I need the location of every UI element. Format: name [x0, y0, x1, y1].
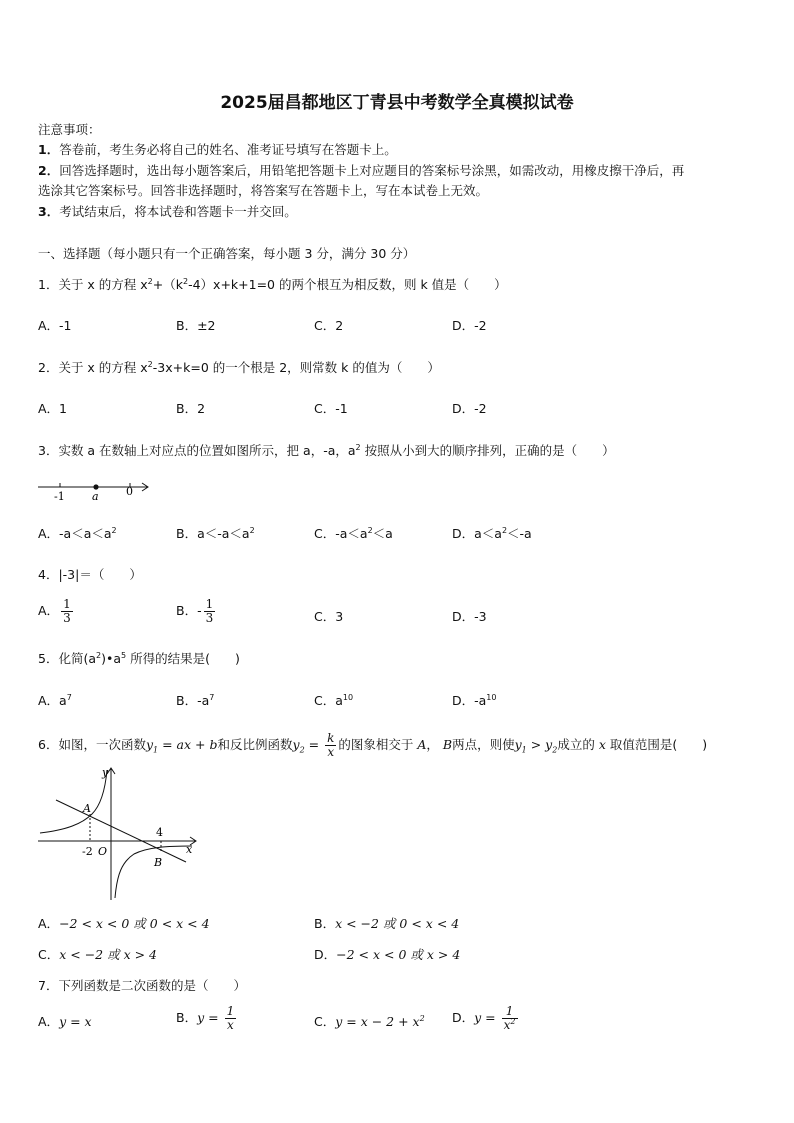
q4-option-d: D．-3	[452, 609, 487, 624]
q7-d-numerator: 1	[502, 1005, 518, 1019]
graph-label-b: B	[154, 856, 163, 869]
q6-text-7: 取值范围是( )	[609, 737, 708, 752]
q4-text: |-3|＝（ ）	[58, 567, 142, 582]
q2-text-a: 关于 x 的方程 x	[58, 360, 148, 375]
question-6	[38, 732, 707, 759]
q5-option-d	[452, 693, 496, 709]
q6-text-2: 和反比例函数	[217, 737, 293, 752]
q6-text-5: 两点，则使	[452, 737, 515, 752]
q1-text-c: -4）x+k+1=0 的两个根互为相反数，则 k 值是（ ）	[188, 277, 507, 292]
q6-option-d	[314, 947, 460, 963]
q1-sup2: 2	[182, 276, 189, 286]
notice-item-1	[38, 142, 397, 158]
q3-option-d-text: D．a＜a	[452, 526, 502, 541]
hyperbola-lower-branch	[115, 846, 192, 898]
label-zero: 0	[126, 485, 133, 498]
q3-sup: 2	[355, 442, 361, 452]
q1-option-d: D．-2	[452, 318, 487, 333]
q2-sup1: 2	[147, 359, 153, 369]
q4-option-c: C．3	[314, 609, 344, 624]
q6-condition	[514, 737, 558, 755]
q4-num: 4．	[38, 567, 59, 582]
q1-sup1: 2	[147, 276, 153, 286]
notice-item-3-num: 3．	[38, 204, 60, 219]
q4-option-a-label: A．	[38, 603, 60, 618]
q6-c1-op: > y	[526, 737, 553, 752]
q3-text-b: 按照从小到大的顺序排列，正确的是（ ）	[360, 443, 615, 458]
q6-option-a-math: −2 < x < 0 或 0 < x < 4	[59, 916, 210, 931]
q7-option-d-fraction	[502, 1005, 518, 1032]
q7-option-a-label: A．	[38, 1014, 60, 1029]
q7-option-c-math: y = x − 2 + x	[335, 1014, 420, 1029]
q6-option-b	[314, 916, 459, 932]
graph-label-o: O	[98, 845, 108, 858]
q7-d-denominator	[502, 1019, 518, 1032]
q4-option-b-fraction	[204, 598, 216, 625]
q3-option-a-text: A．-a＜a＜a	[38, 526, 112, 541]
q2-option-b: B．2	[176, 401, 206, 416]
q7-option-a-math: y = x	[59, 1014, 92, 1029]
q3-option-c-text2: ＜a	[372, 526, 393, 541]
q3-num: 3．	[38, 443, 59, 458]
notice-item-2-num: 2．	[38, 163, 60, 178]
q5-option-a-sup: 7	[66, 692, 72, 702]
section-heading: 一、选择题（每小题只有一个正确答案，每小题 3 分，满分 30 分）	[38, 246, 416, 261]
graph-label-x: x	[186, 843, 193, 856]
question-4	[38, 567, 142, 583]
q4-b-numerator: 1	[205, 597, 214, 611]
q6-text-3: 的图象相交于	[338, 737, 414, 752]
q5-option-b-sup: 7	[209, 692, 215, 702]
q6-text-1: 如图，一次函数	[58, 737, 146, 752]
q5-text-b: )•a	[101, 651, 122, 666]
q6-point-b: B	[438, 737, 453, 752]
q6-point-a: A	[413, 737, 427, 752]
q3-text-a: 实数 a 在数轴上对应点的位置如图所示，把 a，-a，a	[58, 443, 356, 458]
q4-option-a	[38, 598, 75, 625]
q3-option-c	[314, 526, 393, 542]
q6-func-2	[292, 737, 324, 755]
q6-f2-num: k	[327, 731, 335, 745]
q6-option-d-math: −2 < x < 0 或 x > 4	[336, 947, 461, 962]
q4-option-b	[176, 598, 217, 625]
q3-option-d-text2: ＜-a	[507, 526, 532, 541]
notice-item-2-line2: 选涂其它答案标号。回答非选择题时，将答案写在答题卡上，写在本试卷上无效。	[38, 183, 489, 198]
q6-f2-den: x	[327, 745, 335, 759]
q7-option-d	[452, 1005, 520, 1032]
number-line-figure	[36, 478, 156, 504]
exam-title: 2025届昌都地区丁青县中考数学全真模拟试卷	[220, 93, 574, 113]
question-3	[38, 443, 615, 459]
q2-option-d: D．-2	[452, 401, 487, 416]
q5-sup1: 2	[96, 650, 102, 660]
q2-text-b: -3x+k=0 的一个根是 2，则常数 k 的值为（ ）	[152, 360, 440, 375]
q6-text-6: 成立的	[557, 737, 595, 752]
q6-option-b-math: x < −2 或 0 < x < 4	[335, 916, 460, 931]
q7-option-b	[176, 1005, 238, 1032]
q6-option-a	[38, 916, 210, 932]
q3-option-d	[452, 526, 532, 542]
q7-b-denominator: x	[226, 1018, 234, 1032]
notice-item-2-line1: 回答选择题时，选出每小题答案后，用铅笔把答题卡上对应题目的答案标号涂黑，如需改动，用橡皮擦干净后，再	[59, 163, 685, 178]
q6-c1-sub2: 2	[552, 745, 558, 755]
q4-a-numerator: 1	[63, 597, 71, 611]
q7-option-b-math: y =	[197, 1010, 223, 1025]
q7-option-a	[38, 1014, 92, 1030]
q4-option-b-label: B．-	[176, 603, 202, 618]
q6-option-c-label: C．	[38, 947, 60, 962]
q3-option-b-sup: 2	[249, 525, 255, 535]
notice-item-3	[38, 204, 297, 220]
q7-option-d-label: D．	[452, 1010, 475, 1025]
q6-f2: y	[292, 737, 300, 752]
q3-option-d-sup: 2	[501, 525, 508, 535]
q7-option-b-label: B．	[176, 1010, 198, 1025]
q6-option-b-label: B．	[314, 916, 336, 931]
q6-f1-sub: 1	[153, 745, 159, 755]
notice-item-2	[38, 163, 684, 179]
q3-option-c-sup: 2	[367, 525, 373, 535]
q6-option-c-math: x < −2 或 x > 4	[59, 947, 158, 962]
q4-a-denominator: 3	[63, 611, 71, 625]
q1-option-c: C．2	[314, 318, 344, 333]
q2-num: 2．	[38, 360, 59, 375]
question-1	[38, 277, 507, 293]
q6-func-1	[145, 737, 218, 755]
notice-heading: 注意事项：	[38, 122, 101, 137]
q7-num: 7．	[38, 978, 59, 993]
q7-b-numerator: 1	[226, 1004, 235, 1018]
point-a	[93, 484, 98, 489]
q1-text-b: +（k	[152, 277, 183, 292]
q5-option-d-sup: 10	[486, 692, 497, 702]
graph-label-y: y	[102, 766, 109, 779]
linear-function-line	[56, 800, 186, 862]
q6-f2-eq: =	[304, 737, 324, 752]
q1-num: 1．	[38, 277, 59, 292]
q7-option-d-math: y =	[474, 1010, 500, 1025]
q6-f2-fraction	[325, 732, 336, 759]
notice-item-3-text: 考试结束后，将本试卷和答题卡一并交回。	[59, 204, 297, 219]
q6-f1-rhs: = ax + b	[158, 737, 218, 752]
question-7	[38, 978, 246, 994]
q6-f2-sub: 2	[299, 745, 305, 755]
q3-option-c-text: C．-a＜a	[314, 526, 368, 541]
q7-d-den-base: x	[503, 1018, 511, 1032]
q7-option-c	[314, 1014, 425, 1030]
q6-option-a-label: A．	[38, 916, 60, 931]
q7-option-c-label: C．	[314, 1014, 336, 1029]
q3-option-b	[176, 526, 255, 542]
q7-option-c-sup: 2	[419, 1013, 425, 1023]
q7-text: 下列函数是二次函数的是（ ）	[58, 978, 246, 993]
q2-option-c: C．-1	[314, 401, 348, 416]
q5-sup2: 5	[121, 650, 127, 660]
q1-option-a: A．-1	[38, 318, 72, 333]
q3-option-a-sup: 2	[111, 525, 117, 535]
q6-text-4: ，	[426, 737, 439, 752]
q7-option-b-fraction	[225, 1005, 237, 1032]
q6-c1: y	[514, 737, 522, 752]
q5-option-d-text: D．-a	[452, 693, 487, 708]
q6-option-c	[38, 947, 157, 963]
notice-item-1-num: 1．	[38, 142, 60, 157]
q5-text-a: 化简(a	[58, 651, 96, 666]
hyperbola-upper-branch	[40, 770, 107, 833]
q1-text-a: 关于 x 的方程 x	[58, 277, 148, 292]
q5-option-c	[314, 693, 353, 709]
label-neg1: -1	[54, 490, 65, 503]
q3-option-a	[38, 526, 117, 542]
q6-option-d-label: D．	[314, 947, 337, 962]
q6-c1-sub: 1	[521, 745, 527, 755]
q5-option-b	[176, 693, 214, 709]
graph-label-neg2: -2	[82, 845, 93, 858]
graph-label-a: A	[83, 802, 91, 815]
q5-option-c-sup: 10	[342, 692, 354, 702]
function-graph-figure	[36, 764, 206, 902]
q5-num: 5．	[38, 651, 59, 666]
q6-x-var: x	[594, 737, 610, 752]
question-2	[38, 360, 440, 376]
graph-label-4: 4	[156, 826, 163, 839]
q6-num: 6．	[38, 737, 59, 752]
question-5	[38, 651, 240, 667]
q5-option-b-text: B．-a	[176, 693, 210, 708]
q5-option-c-text: C．a	[314, 693, 343, 708]
label-a: a	[92, 490, 99, 503]
q7-d-den-sup: 2	[510, 1017, 516, 1026]
q5-text-c: 所得的结果是( )	[126, 651, 240, 666]
q5-option-a-text: A．a	[38, 693, 67, 708]
q5-option-a	[38, 693, 72, 709]
notice-item-1-text: 答卷前，考生务必将自己的姓名、准考证号填写在答题卡上。	[59, 142, 397, 157]
q2-option-a: A．1	[38, 401, 68, 416]
q6-f1: y	[145, 737, 154, 752]
q4-b-denominator: 3	[205, 611, 214, 625]
q4-option-a-fraction	[61, 598, 73, 625]
q3-option-b-text: B．a＜-a＜a	[176, 526, 250, 541]
q1-option-b: B．±2	[176, 318, 216, 333]
